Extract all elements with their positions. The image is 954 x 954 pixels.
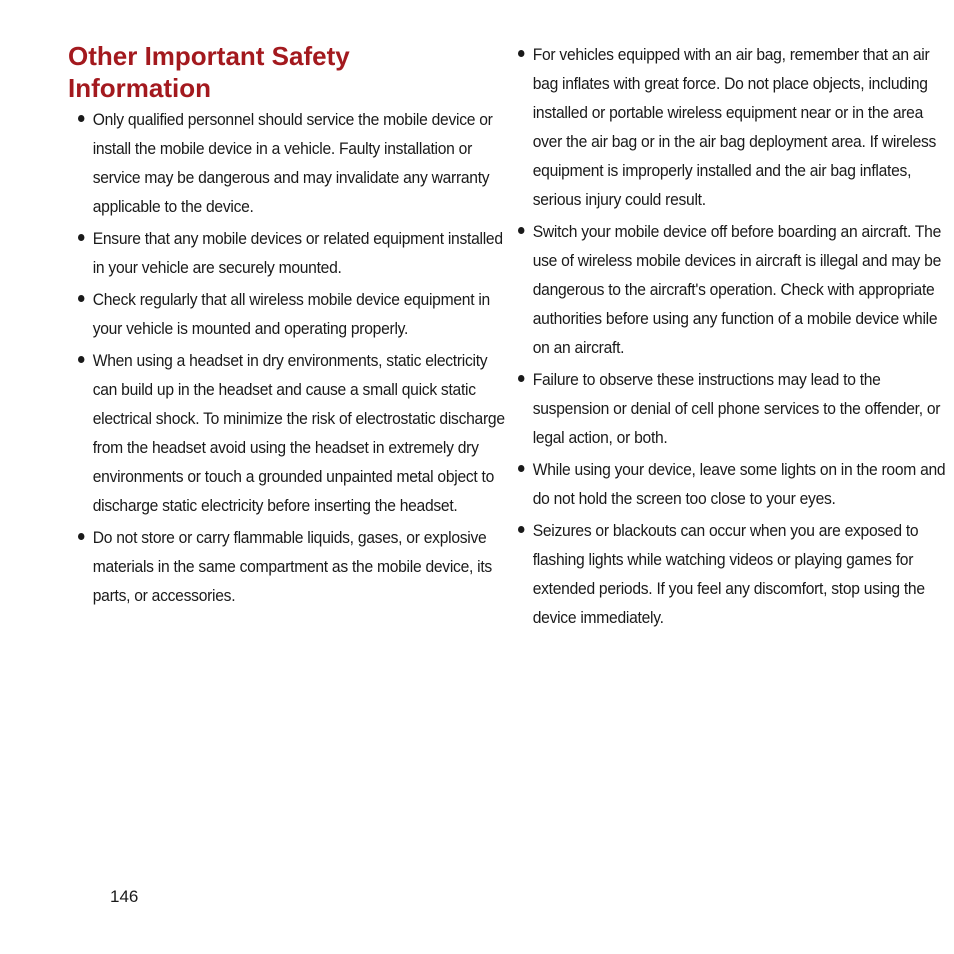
right-column-list (518, 40, 946, 635)
list-item-text: Switch your mobile device off before boarding an aircraft. The use of wireless mobile devices in aircraft is illegal and may be dangerous to the aircraft's operation. Check with appropriate authorities before using any function of a mobile device while on an aircraft. (532, 222, 942, 357)
list-item (518, 516, 950, 632)
list-item (518, 40, 950, 214)
list-item-text: Failure to observe these instructions may lead to the suspension or denial of cell phone services to the offender, or legal action, or both. (532, 370, 941, 447)
bullet-icon (78, 356, 84, 363)
list-item-text: For vehicles equipped with an air bag, remember that an air bag inflates with great force. Do not place objects, including installed or portable wireless equipment near or in the area over the air bag or in the air bag deployment area. If wireless equipment is improperly installed and the air bag inflates, serious injury could result. (532, 45, 937, 209)
list-item (78, 285, 510, 343)
bullet-icon (518, 227, 524, 234)
bullet-icon (78, 533, 84, 540)
left-column-list (78, 105, 505, 613)
bullet-icon (518, 375, 524, 382)
bullet-icon (78, 295, 84, 302)
list-item-text: Seizures or blackouts can occur when you are exposed to flashing lights while watching videos or playing games for extended periods. If you feel any discomfort, stop using the device immediately. (532, 521, 925, 627)
list-item-text: When using a headset in dry environments, static electricity can build up in the headset and cause a small quick static electrical shock. To minimize the risk of electrostatic discharge from the headset avoid using the headset in extremely dry environments or touch a grounded unpainted metal object to discharge static electricity before inserting the headset. (92, 351, 505, 515)
list-item (518, 455, 950, 513)
list-item (78, 346, 510, 520)
page-number: 146 (110, 887, 139, 906)
list-item-text: Ensure that any mobile devices or related equipment installed in your vehicle are securely mounted. (92, 229, 503, 277)
list-item-text: Check regularly that all wireless mobile device equipment in your vehicle is mounted and operating properly. (92, 290, 490, 338)
list-item-text: While using your device, leave some lights on in the room and do not hold the screen too close to your eyes. (532, 460, 946, 508)
list-item-text: Do not store or carry flammable liquids, gases, or explosive materials in the same compartment as the mobile device, its parts, or accessories. (92, 528, 492, 605)
bullet-icon (518, 465, 524, 472)
bullet-icon (518, 526, 524, 533)
bullet-icon (78, 234, 84, 241)
list-item (518, 217, 950, 362)
list-item (78, 224, 510, 282)
page-title: Other Important Safety Information (68, 41, 350, 103)
list-item (78, 523, 510, 610)
list-item-text: Only qualified personnel should service the mobile device or install the mobile device in a vehicle. Faulty installation or service may be dangerous and may invalidate any warranty applicable to the device. (92, 110, 493, 216)
bullet-icon (518, 50, 524, 57)
bullet-icon (78, 115, 84, 122)
list-item (518, 365, 950, 452)
list-item (78, 105, 510, 221)
